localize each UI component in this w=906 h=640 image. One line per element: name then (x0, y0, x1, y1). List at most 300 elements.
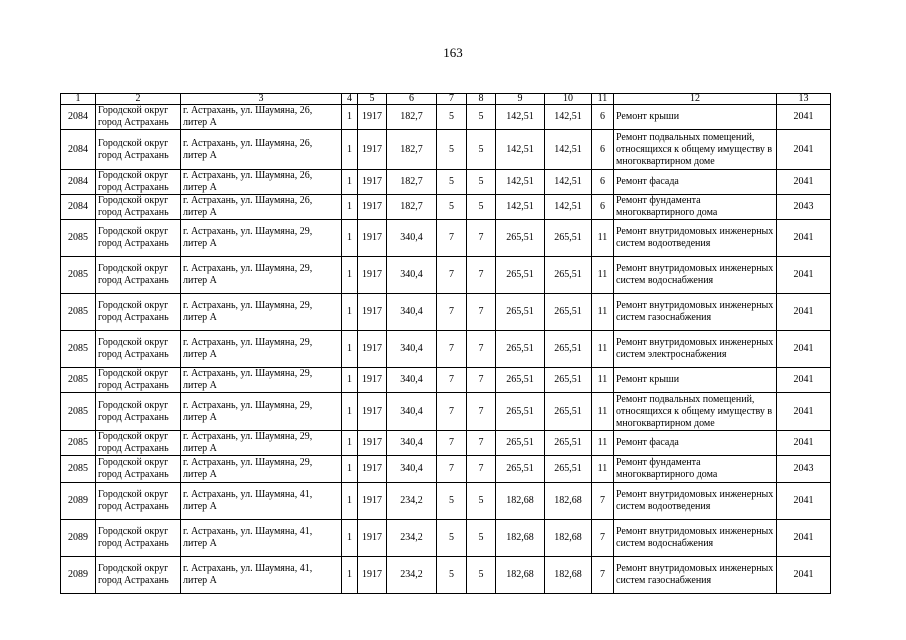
living-area-a-cell (496, 520, 545, 557)
municipality-text: Городской округ город Астрахань (98, 489, 169, 512)
table-row (61, 456, 831, 483)
living-area-a-text: 142,51 (506, 143, 534, 155)
buildings-text: 1 (347, 269, 352, 280)
planned-year-text: 2041 (793, 495, 814, 506)
table-row (61, 557, 831, 594)
municipality-cell (96, 520, 181, 557)
area-text: 182,7 (400, 201, 423, 212)
living-area-b-cell (545, 130, 592, 170)
area-text: 234,2 (400, 569, 423, 580)
year-text: 1917 (362, 306, 382, 317)
work-type-text: Ремонт внутридомовых инженерных систем газоснабжения (616, 563, 774, 586)
year-text: 1917 (362, 437, 382, 448)
area-text: 340,4 (400, 463, 423, 474)
municipality-text: Городской округ город Астрахань (98, 399, 169, 423)
area-text: 182,7 (400, 143, 423, 155)
house-number-cell (61, 220, 96, 257)
buildings-cell (342, 368, 358, 393)
residents-text: 7 (600, 532, 605, 543)
area-cell (387, 368, 437, 393)
apartments-b-cell (467, 431, 496, 456)
table-row (61, 368, 831, 393)
buildings-cell (342, 520, 358, 557)
buildings-cell (342, 220, 358, 257)
house-number-cell (61, 257, 96, 294)
address-cell (181, 220, 342, 257)
table-row (61, 105, 831, 130)
living-area-a-cell (496, 130, 545, 170)
apartments-b-text: 7 (478, 343, 484, 354)
living-area-a-text: 265,51 (506, 232, 534, 243)
address-text: г. Астрахань, ул. Шаумяна, 41, литер А (183, 489, 313, 512)
address-text: г. Астрахань, ул. Шаумяна, 26, литер А (183, 137, 313, 161)
living-area-b-text: 265,51 (554, 405, 582, 417)
living-area-b-text: 265,51 (554, 269, 582, 280)
year-cell (358, 483, 387, 520)
apartments-b-cell (467, 557, 496, 594)
year-cell (358, 393, 387, 431)
table-row (61, 170, 831, 195)
column-header: 10 (545, 94, 592, 105)
table-row (61, 331, 831, 368)
house-number-text: 2085 (68, 463, 88, 474)
apartments-b-cell (467, 130, 496, 170)
work-type-cell (614, 220, 777, 257)
apartments-a-text: 7 (449, 374, 454, 385)
buildings-cell (342, 483, 358, 520)
municipality-text: Городской округ город Астрахань (98, 431, 169, 454)
column-header: 5 (358, 94, 387, 105)
year-cell (358, 105, 387, 130)
living-area-b-cell (545, 170, 592, 195)
municipality-cell (96, 431, 181, 456)
table-row (61, 130, 831, 170)
column-header: 13 (777, 94, 831, 105)
apartments-a-cell (437, 483, 467, 520)
apartments-a-text: 7 (449, 306, 454, 317)
living-area-b-cell (545, 294, 592, 331)
planned-year-cell (777, 393, 831, 431)
area-text: 340,4 (400, 437, 423, 448)
planned-year-cell (777, 130, 831, 170)
planned-year-text: 2041 (793, 143, 814, 155)
house-number-cell (61, 483, 96, 520)
living-area-a-cell (496, 170, 545, 195)
address-text: г. Астрахань, ул. Шаумяна, 29, литер А (183, 368, 313, 391)
house-number-cell (61, 130, 96, 170)
address-text: г. Астрахань, ул. Шаумяна, 29, литер А (183, 300, 313, 323)
apartments-b-cell (467, 170, 496, 195)
planned-year-text: 2041 (793, 232, 814, 243)
work-type-text: Ремонт внутридомовых инженерных систем водоотведения (616, 489, 774, 512)
address-text: г. Астрахань, ул. Шаумяна, 29, литер А (183, 337, 313, 360)
year-cell (358, 170, 387, 195)
apartments-b-text: 7 (478, 463, 484, 474)
work-type-cell (614, 557, 777, 594)
living-area-a-text: 265,51 (506, 405, 534, 417)
work-type-cell (614, 520, 777, 557)
living-area-b-cell (545, 520, 592, 557)
apartments-b-text: 5 (478, 176, 484, 187)
year-text: 1917 (362, 201, 382, 212)
year-cell (358, 257, 387, 294)
municipality-cell (96, 294, 181, 331)
house-number-text: 2085 (68, 343, 88, 354)
municipality-cell (96, 195, 181, 220)
house-number-text: 2089 (68, 495, 88, 506)
living-area-a-text: 182,68 (506, 569, 534, 580)
apartments-b-cell (467, 393, 496, 431)
living-area-a-cell (496, 257, 545, 294)
work-type-text: Ремонт фундамента многоквартирного дома (616, 457, 718, 480)
year-text: 1917 (362, 463, 382, 474)
living-area-a-text: 142,51 (506, 111, 534, 122)
apartments-a-text: 5 (449, 569, 454, 580)
living-area-b-cell (545, 257, 592, 294)
apartments-a-cell (437, 431, 467, 456)
residents-text: 11 (597, 437, 608, 448)
table-row (61, 195, 831, 220)
living-area-b-cell (545, 220, 592, 257)
apartments-a-cell (437, 557, 467, 594)
area-cell (387, 483, 437, 520)
column-header: 8 (467, 94, 496, 105)
address-text: г. Астрахань, ул. Шаумяна, 26, литер А (183, 170, 313, 193)
year-text: 1917 (362, 532, 382, 543)
table-row (61, 483, 831, 520)
buildings-text: 1 (347, 176, 352, 187)
residents-text: 7 (600, 569, 605, 580)
living-area-b-text: 182,68 (554, 495, 582, 506)
address-text: г. Астрахань, ул. Шаумяна, 29, литер А (183, 457, 313, 480)
page-number: 163 (443, 45, 463, 60)
house-number-text: 2085 (68, 306, 88, 317)
apartments-b-text: 7 (478, 269, 484, 280)
planned-year-cell (777, 431, 831, 456)
municipality-text: Городской округ город Астрахань (98, 368, 169, 391)
address-cell (181, 456, 342, 483)
living-area-b-cell (545, 195, 592, 220)
apartments-b-cell (467, 483, 496, 520)
living-area-b-text: 265,51 (554, 463, 582, 474)
apartments-a-text: 5 (449, 143, 454, 155)
buildings-cell (342, 195, 358, 220)
planned-year-text: 2041 (793, 269, 814, 280)
house-number-text: 2085 (68, 232, 88, 243)
address-cell (181, 257, 342, 294)
work-type-cell (614, 170, 777, 195)
work-type-cell (614, 195, 777, 220)
apartments-a-cell (437, 130, 467, 170)
residents-cell (592, 557, 614, 594)
living-area-a-cell (496, 456, 545, 483)
living-area-a-cell (496, 294, 545, 331)
residents-text: 6 (600, 143, 605, 155)
residents-text: 11 (597, 463, 608, 474)
apartments-b-text: 7 (478, 232, 484, 243)
planned-year-text: 2043 (793, 463, 814, 474)
work-type-cell (614, 483, 777, 520)
address-cell (181, 294, 342, 331)
house-number-text: 2084 (68, 176, 88, 187)
area-cell (387, 257, 437, 294)
house-number-cell (61, 331, 96, 368)
municipality-cell (96, 130, 181, 170)
buildings-cell (342, 105, 358, 130)
year-text: 1917 (362, 405, 382, 417)
column-number-row (61, 94, 831, 105)
year-text: 1917 (362, 143, 382, 155)
municipality-cell (96, 483, 181, 520)
year-cell (358, 520, 387, 557)
column-header: 12 (614, 94, 777, 105)
municipality-text: Городской округ город Астрахань (98, 226, 169, 249)
municipality-text: Городской округ город Астрахань (98, 300, 169, 323)
year-text: 1917 (362, 343, 382, 354)
address-text: г. Астрахань, ул. Шаумяна, 29, литер А (183, 431, 313, 454)
area-cell (387, 105, 437, 130)
living-area-b-text: 142,51 (554, 201, 582, 212)
buildings-text: 1 (347, 111, 352, 122)
living-area-b-cell (545, 456, 592, 483)
area-text: 234,2 (400, 532, 423, 543)
residents-cell (592, 195, 614, 220)
year-cell (358, 220, 387, 257)
apartments-a-text: 5 (449, 201, 454, 212)
address-cell (181, 170, 342, 195)
living-area-a-cell (496, 431, 545, 456)
municipality-text: Городской округ город Астрахань (98, 563, 169, 586)
living-area-a-cell (496, 557, 545, 594)
living-area-b-text: 142,51 (554, 143, 582, 155)
area-cell (387, 520, 437, 557)
column-header: 3 (181, 94, 342, 105)
municipality-cell (96, 257, 181, 294)
municipality-cell (96, 105, 181, 130)
apartments-a-text: 7 (449, 269, 454, 280)
living-area-b-text: 265,51 (554, 232, 582, 243)
register-table (60, 93, 831, 594)
buildings-text: 1 (347, 463, 352, 474)
living-area-b-text: 265,51 (554, 374, 582, 385)
apartments-a-cell (437, 393, 467, 431)
buildings-cell (342, 557, 358, 594)
living-area-b-text: 265,51 (554, 437, 582, 448)
table-row (61, 294, 831, 331)
planned-year-cell (777, 220, 831, 257)
work-type-cell (614, 456, 777, 483)
address-text: г. Астрахань, ул. Шаумяна, 41, литер А (183, 563, 313, 586)
living-area-b-cell (545, 393, 592, 431)
residents-cell (592, 105, 614, 130)
residents-text: 11 (597, 343, 608, 354)
apartments-a-text: 7 (449, 437, 454, 448)
municipality-cell (96, 170, 181, 195)
municipality-text: Городской округ город Астрахань (98, 137, 169, 161)
area-cell (387, 431, 437, 456)
municipality-text: Городской округ город Астрахань (98, 337, 169, 360)
apartments-a-cell (437, 220, 467, 257)
apartments-b-text: 5 (478, 532, 484, 543)
apartments-b-cell (467, 368, 496, 393)
buildings-text: 1 (347, 405, 352, 417)
work-type-text: Ремонт фундамента многоквартирного дома (616, 195, 718, 218)
year-text: 1917 (362, 176, 382, 187)
municipality-text: Городской округ город Астрахань (98, 105, 169, 128)
living-area-a-text: 265,51 (506, 269, 534, 280)
planned-year-text: 2041 (793, 111, 814, 122)
apartments-b-cell (467, 220, 496, 257)
living-area-b-cell (545, 431, 592, 456)
planned-year-text: 2041 (793, 176, 814, 187)
house-number-cell (61, 195, 96, 220)
buildings-cell (342, 294, 358, 331)
planned-year-text: 2041 (793, 374, 814, 385)
apartments-a-cell (437, 170, 467, 195)
area-cell (387, 331, 437, 368)
year-cell (358, 195, 387, 220)
buildings-cell (342, 393, 358, 431)
residents-text: 11 (597, 306, 608, 317)
table-row (61, 257, 831, 294)
area-cell (387, 393, 437, 431)
living-area-b-text: 142,51 (554, 176, 582, 187)
planned-year-cell (777, 170, 831, 195)
year-text: 1917 (362, 111, 382, 122)
buildings-cell (342, 130, 358, 170)
planned-year-text: 2041 (793, 437, 814, 448)
buildings-text: 1 (347, 143, 352, 155)
apartments-b-cell (467, 456, 496, 483)
table-row (61, 520, 831, 557)
apartments-b-text: 5 (478, 495, 484, 506)
apartments-b-cell (467, 105, 496, 130)
residents-text: 6 (600, 111, 605, 122)
house-number-text: 2085 (68, 405, 88, 417)
area-text: 340,4 (400, 374, 423, 385)
area-cell (387, 294, 437, 331)
address-cell (181, 105, 342, 130)
buildings-text: 1 (347, 306, 352, 317)
house-number-text: 2089 (68, 532, 88, 543)
living-area-a-cell (496, 331, 545, 368)
work-type-cell (614, 294, 777, 331)
column-header: 11 (592, 94, 614, 105)
living-area-b-text: 182,68 (554, 532, 582, 543)
municipality-text: Городской округ город Астрахань (98, 263, 169, 286)
planned-year-cell (777, 483, 831, 520)
table-row (61, 431, 831, 456)
living-area-b-cell (545, 331, 592, 368)
column-header: 1 (61, 94, 96, 105)
residents-cell (592, 257, 614, 294)
address-text: г. Астрахань, ул. Шаумяна, 41, литер А (183, 526, 313, 549)
year-text: 1917 (362, 232, 382, 243)
apartments-b-cell (467, 195, 496, 220)
planned-year-cell (777, 257, 831, 294)
planned-year-text: 2041 (793, 306, 814, 317)
work-type-text: Ремонт фасада (616, 437, 679, 448)
planned-year-cell (777, 195, 831, 220)
living-area-b-text: 265,51 (554, 306, 582, 317)
residents-cell (592, 331, 614, 368)
apartments-a-cell (437, 520, 467, 557)
work-type-cell (614, 393, 777, 431)
work-type-cell (614, 130, 777, 170)
residents-cell (592, 520, 614, 557)
municipality-cell (96, 393, 181, 431)
work-type-text: Ремонт крыши (616, 374, 680, 385)
house-number-cell (61, 456, 96, 483)
address-text: г. Астрахань, ул. Шаумяна, 29, литер А (183, 399, 313, 423)
living-area-b-text: 182,68 (554, 569, 582, 580)
address-cell (181, 368, 342, 393)
work-type-text: Ремонт внутридомовых инженерных систем электроснабжения (616, 337, 774, 360)
planned-year-text: 2041 (793, 405, 814, 417)
buildings-cell (342, 431, 358, 456)
work-type-text: Ремонт внутридомовых инженерных систем водоснабжения (616, 263, 774, 286)
buildings-cell (342, 331, 358, 368)
apartments-b-cell (467, 257, 496, 294)
work-type-text: Ремонт внутридомовых инженерных систем водоотведения (616, 226, 774, 249)
planned-year-cell (777, 557, 831, 594)
municipality-cell (96, 557, 181, 594)
living-area-a-cell (496, 483, 545, 520)
year-cell (358, 456, 387, 483)
address-cell (181, 195, 342, 220)
house-number-cell (61, 557, 96, 594)
apartments-a-cell (437, 257, 467, 294)
living-area-b-text: 142,51 (554, 111, 582, 122)
apartments-b-text: 7 (478, 437, 484, 448)
buildings-text: 1 (347, 532, 352, 543)
address-cell (181, 331, 342, 368)
area-cell (387, 130, 437, 170)
living-area-a-cell (496, 105, 545, 130)
residents-cell (592, 456, 614, 483)
apartments-b-cell (467, 520, 496, 557)
living-area-a-text: 142,51 (506, 176, 534, 187)
living-area-a-cell (496, 195, 545, 220)
work-type-text: Ремонт внутридомовых инженерных систем водоснабжения (616, 526, 774, 549)
address-cell (181, 130, 342, 170)
house-number-text: 2085 (68, 269, 88, 280)
apartments-b-text: 5 (478, 143, 484, 155)
year-text: 1917 (362, 569, 382, 580)
living-area-a-text: 265,51 (506, 437, 534, 448)
area-text: 340,4 (400, 232, 423, 243)
address-cell (181, 520, 342, 557)
buildings-text: 1 (347, 374, 352, 385)
house-number-cell (61, 431, 96, 456)
municipality-cell (96, 331, 181, 368)
apartments-a-cell (437, 368, 467, 393)
apartments-a-text: 5 (449, 176, 454, 187)
table-row (61, 393, 831, 431)
year-cell (358, 331, 387, 368)
buildings-cell (342, 257, 358, 294)
house-number-text: 2084 (68, 111, 88, 122)
residents-cell (592, 431, 614, 456)
buildings-text: 1 (347, 232, 352, 243)
living-area-b-cell (545, 483, 592, 520)
apartments-a-text: 7 (449, 405, 454, 417)
apartments-a-text: 7 (449, 463, 454, 474)
work-type-text: Ремонт подвальных помещений, относящихся к общему имуществу в многоквартирном доме (616, 393, 773, 429)
address-text: г. Астрахань, ул. Шаумяна, 29, литер А (183, 226, 313, 249)
residents-cell (592, 220, 614, 257)
residents-text: 11 (597, 269, 608, 280)
